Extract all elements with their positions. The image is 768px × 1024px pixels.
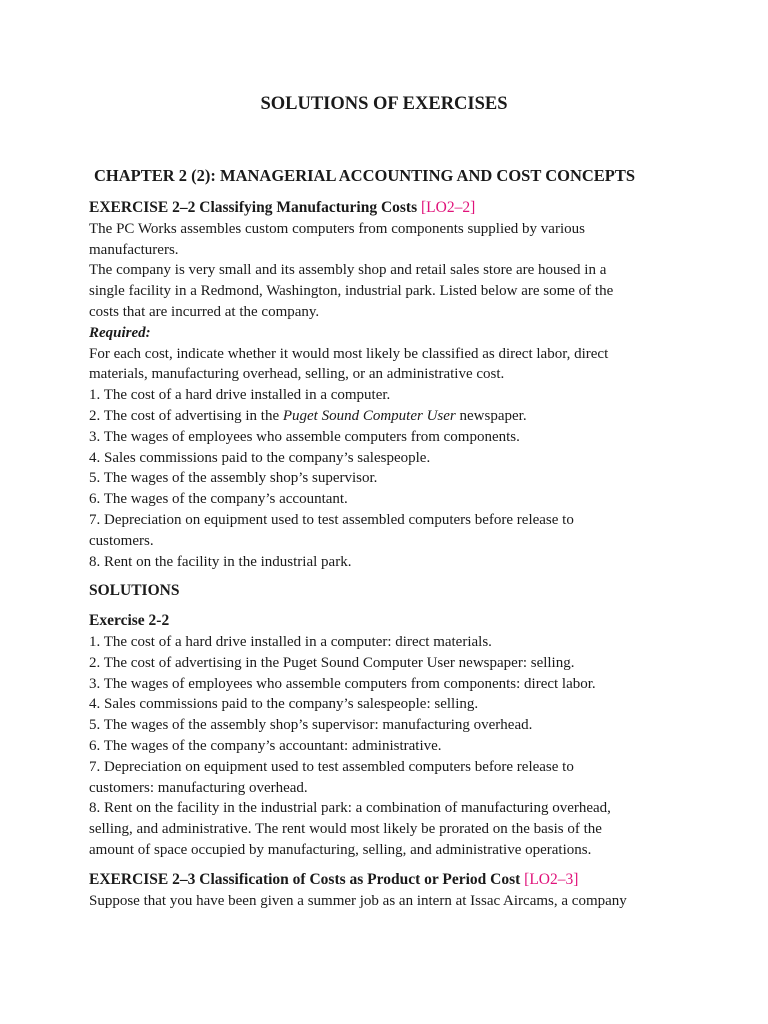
cost-item: 1. The cost of a hard drive installed in a computer. <box>89 387 391 404</box>
solution-line: 1. The cost of a hard drive installed in a computer: direct materials. <box>89 633 492 650</box>
solution-line: 4. Sales commissions paid to the company’s salespeople: selling. <box>89 696 479 713</box>
solutions-heading: SOLUTIONS <box>89 582 180 600</box>
exercise-2-2-heading <box>89 198 689 219</box>
section-gap <box>89 861 689 870</box>
cost-item: 8. Rent on the facility in the industrial park. <box>89 553 352 570</box>
intro-line: single facility in a Redmond, Washington, industrial park. Listed below are some of the <box>89 283 614 300</box>
solution-line: 7. Depreciation on equipment used to test assembled computers before release to <box>89 758 574 775</box>
document-body <box>89 198 689 911</box>
document-title: SOLUTIONS OF EXERCISES <box>260 94 508 114</box>
cost-item-text: 2. The cost of advertising in the <box>89 407 283 424</box>
section-gap <box>89 572 689 581</box>
intro-line: Suppose that you have been given a summer job as an intern at Issac Aircams, a company <box>89 892 627 909</box>
solution-line: amount of space occupied by manufacturing, selling, and administrative operations. <box>89 841 592 858</box>
cost-item: customers. <box>89 532 154 549</box>
required-label: Required: <box>89 324 151 341</box>
chapter-title: CHAPTER 2 (2): MANAGERIAL ACCOUNTING AND COST CONCEPTS <box>94 166 636 185</box>
solution-line: customers: manufacturing overhead. <box>89 779 308 796</box>
solution-line: 2. The cost of advertising in the Puget Sound Computer User newspaper: selling. <box>89 654 575 671</box>
section-gap <box>89 602 689 611</box>
cost-item-text: newspaper. <box>455 407 527 424</box>
intro-line: manufacturers. <box>89 241 179 258</box>
solution-line: 3. The wages of employees who assemble computers from components: direct labor. <box>89 675 596 692</box>
cost-item: 3. The wages of employees who assemble computers from components. <box>89 428 520 445</box>
newspaper-name: Puget Sound Computer User <box>282 407 456 424</box>
solution-line: 8. Rent on the facility in the industrial park: a combination of manufacturing overhead, <box>89 800 611 817</box>
intro-line: costs that are incurred at the company. <box>89 303 320 320</box>
solutions-subheading: Exercise 2-2 <box>89 612 170 630</box>
required-line: For each cost, indicate whether it would most likely be classified as direct labor, direct <box>89 345 609 362</box>
exercise-2-3-title: EXERCISE 2–3 Classification of Costs as Product or Period Cost <box>89 870 521 888</box>
cost-item: 7. Depreciation on equipment used to test assembled computers before release to <box>89 511 574 528</box>
cost-item: 4. Sales commissions paid to the company’s salespeople. <box>89 449 431 466</box>
solution-line: 5. The wages of the assembly shop’s supervisor: manufacturing overhead. <box>89 717 533 734</box>
exercise-2-2-title: EXERCISE 2–2 Classifying Manufacturing Costs <box>89 199 418 216</box>
required-line: materials, manufacturing overhead, selling, or an administrative cost. <box>89 366 505 383</box>
intro-line: The company is very small and its assembly shop and retail sales store are housed in a <box>89 262 607 279</box>
exercise-2-2-lo-tag: [LO2–2] <box>421 199 476 216</box>
exercise-2-3-heading <box>89 870 689 891</box>
exercise-2-3-lo-tag: [LO2–3] <box>524 870 579 888</box>
cost-item <box>89 406 689 427</box>
cost-item: 5. The wages of the assembly shop’s supervisor. <box>89 470 378 487</box>
solution-line: 6. The wages of the company’s accountant: administrative. <box>89 737 442 754</box>
solution-line: selling, and administrative. The rent would most likely be prorated on the basis of the <box>89 821 602 838</box>
cost-item: 6. The wages of the company’s accountant. <box>89 491 348 508</box>
intro-line: The PC Works assembles custom computers from components supplied by various <box>89 220 585 237</box>
